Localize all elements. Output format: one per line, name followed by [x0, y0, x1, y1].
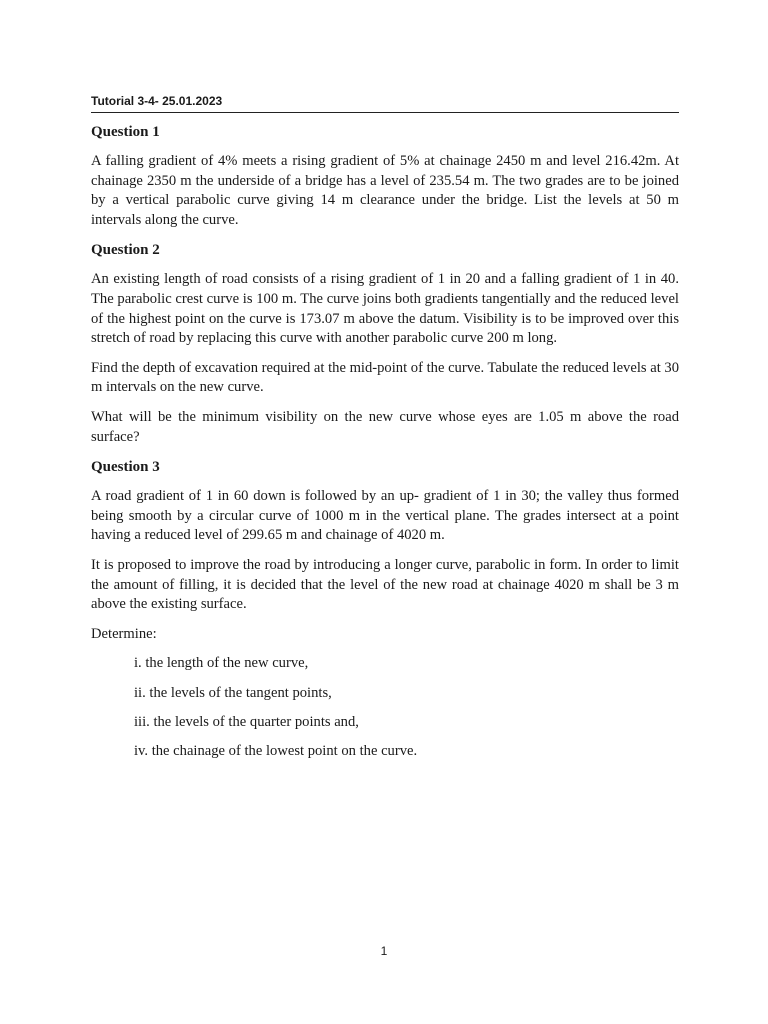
question-2-title: Question 2 — [91, 242, 160, 259]
question-1-title: Question 1 — [91, 124, 160, 140]
question-3-title: Question 3 — [91, 459, 160, 476]
question-3-paragraph-1: A road gradient of 1 in 60 down is followed by an up- gradient of 1 in 30; the valley thus formed being smooth by a circular curve of 1000 m in the vertical plane. The grades intersect at a point having a reduced level of 299.65 m and chainage of 4020 m. — [91, 488, 679, 544]
list-item: i. the length of the new curve, — [134, 655, 309, 672]
question-2-paragraph-2: Find the depth of excavation required at the mid-point of the curve. Tabulate the reduced levels at 30 m intervals on the new curve. — [91, 359, 679, 396]
question-2-paragraph-3: What will be the minimum visibility on the new curve whose eyes are 1.05 m above the road surface? — [91, 408, 679, 445]
page-number: 1 — [380, 944, 388, 958]
question-3-paragraph-2: It is proposed to improve the road by introducing a longer curve, parabolic in form. In order to limit the amount of filling, it is decided that the level of the new road at chainage 4020 m shall be 3 m above the existing surface. — [91, 556, 679, 613]
list-item: iii. the levels of the quarter points and, — [134, 713, 359, 730]
question-2 — [91, 240, 679, 447]
document-body — [91, 122, 679, 771]
question-2-paragraph-1: An existing length of road consists of a rising gradient of 1 in 20 and a falling gradient of 1 in 40. The parabolic crest curve is 100 m. The curve joins both gradients tangentially and the reduced level of the highest point on the curve is 173.07 m above the datum. Visibility is to be improved over this stretch of road by replacing this curve with another parabolic curve 200 m long. — [91, 271, 679, 347]
question-3-paragraph-3: Determine: — [91, 625, 157, 642]
question-1 — [91, 122, 679, 230]
document-header: Tutorial 3-4- 25.01.2023 — [91, 94, 679, 113]
question-1-paragraph-1: A falling gradient of 4% meets a rising gradient of 5% at chainage 2450 m and level 216.42m. At chainage 2350 m the underside of a bridge has a level of 235.54 m. The two grades are to be joined by a vertical parabolic curve giving 14 m clearance under the bridge. List the levels at 50 m intervals along the curve. — [91, 153, 679, 228]
list-item: iv. the chainage of the lowest point on the curve. — [134, 743, 418, 760]
list-item: ii. the levels of the tangent points, — [134, 684, 332, 701]
question-3 — [91, 457, 679, 762]
question-3-list — [91, 654, 679, 761]
